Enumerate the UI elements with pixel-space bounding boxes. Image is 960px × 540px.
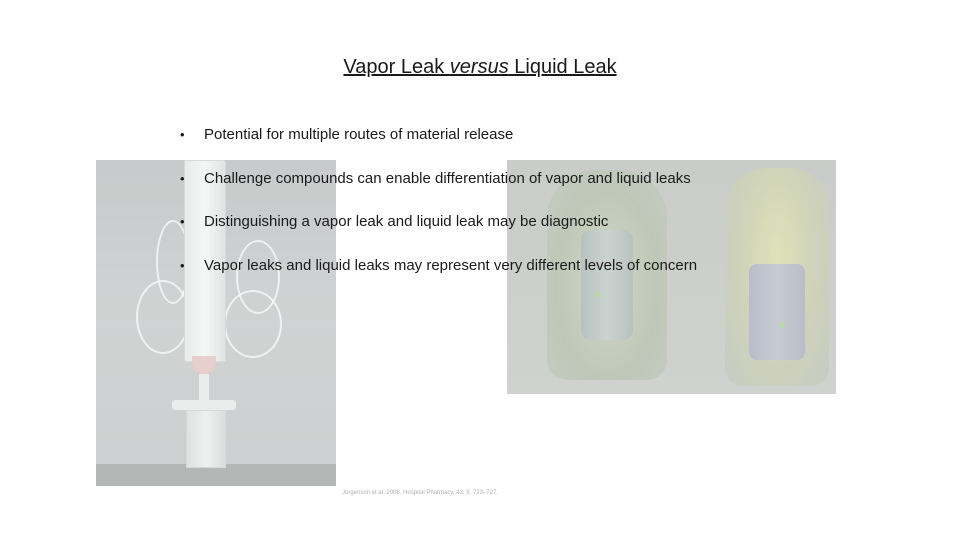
bullet-item [180, 211, 697, 233]
bullet-text: Potential for multiple routes of material release [204, 126, 514, 143]
bullet-marker: • [180, 214, 185, 229]
citation: Jorgenson et al. 2008. Hospital Pharmacy, 43, 9, 723–727. [342, 490, 498, 496]
bullet-list [180, 124, 697, 298]
bullet-item [180, 168, 697, 190]
title-text-end: Liquid Leak [508, 56, 617, 78]
glowing-vial-right [725, 168, 829, 386]
bullet-text: Vapor leaks and liquid leaks may represent very different levels of concern [204, 256, 698, 274]
bullet-text: Distinguishing a vapor leak and liquid leak may be diagnostic [204, 213, 609, 230]
bullet-marker: • [180, 170, 185, 186]
bullet-item [180, 124, 697, 146]
bullet-item [180, 255, 697, 277]
glow-spot [779, 322, 785, 328]
bullet-marker: • [180, 257, 185, 273]
bullet-marker: • [180, 127, 185, 142]
title-text-start: Vapor Leak [343, 56, 450, 78]
slide-title [0, 56, 960, 79]
bullet-text: Challenge compounds can enable differentiation of vapor and liquid leaks [204, 169, 691, 187]
vial-cap [749, 264, 805, 360]
title-text-italic: versus [449, 56, 509, 78]
